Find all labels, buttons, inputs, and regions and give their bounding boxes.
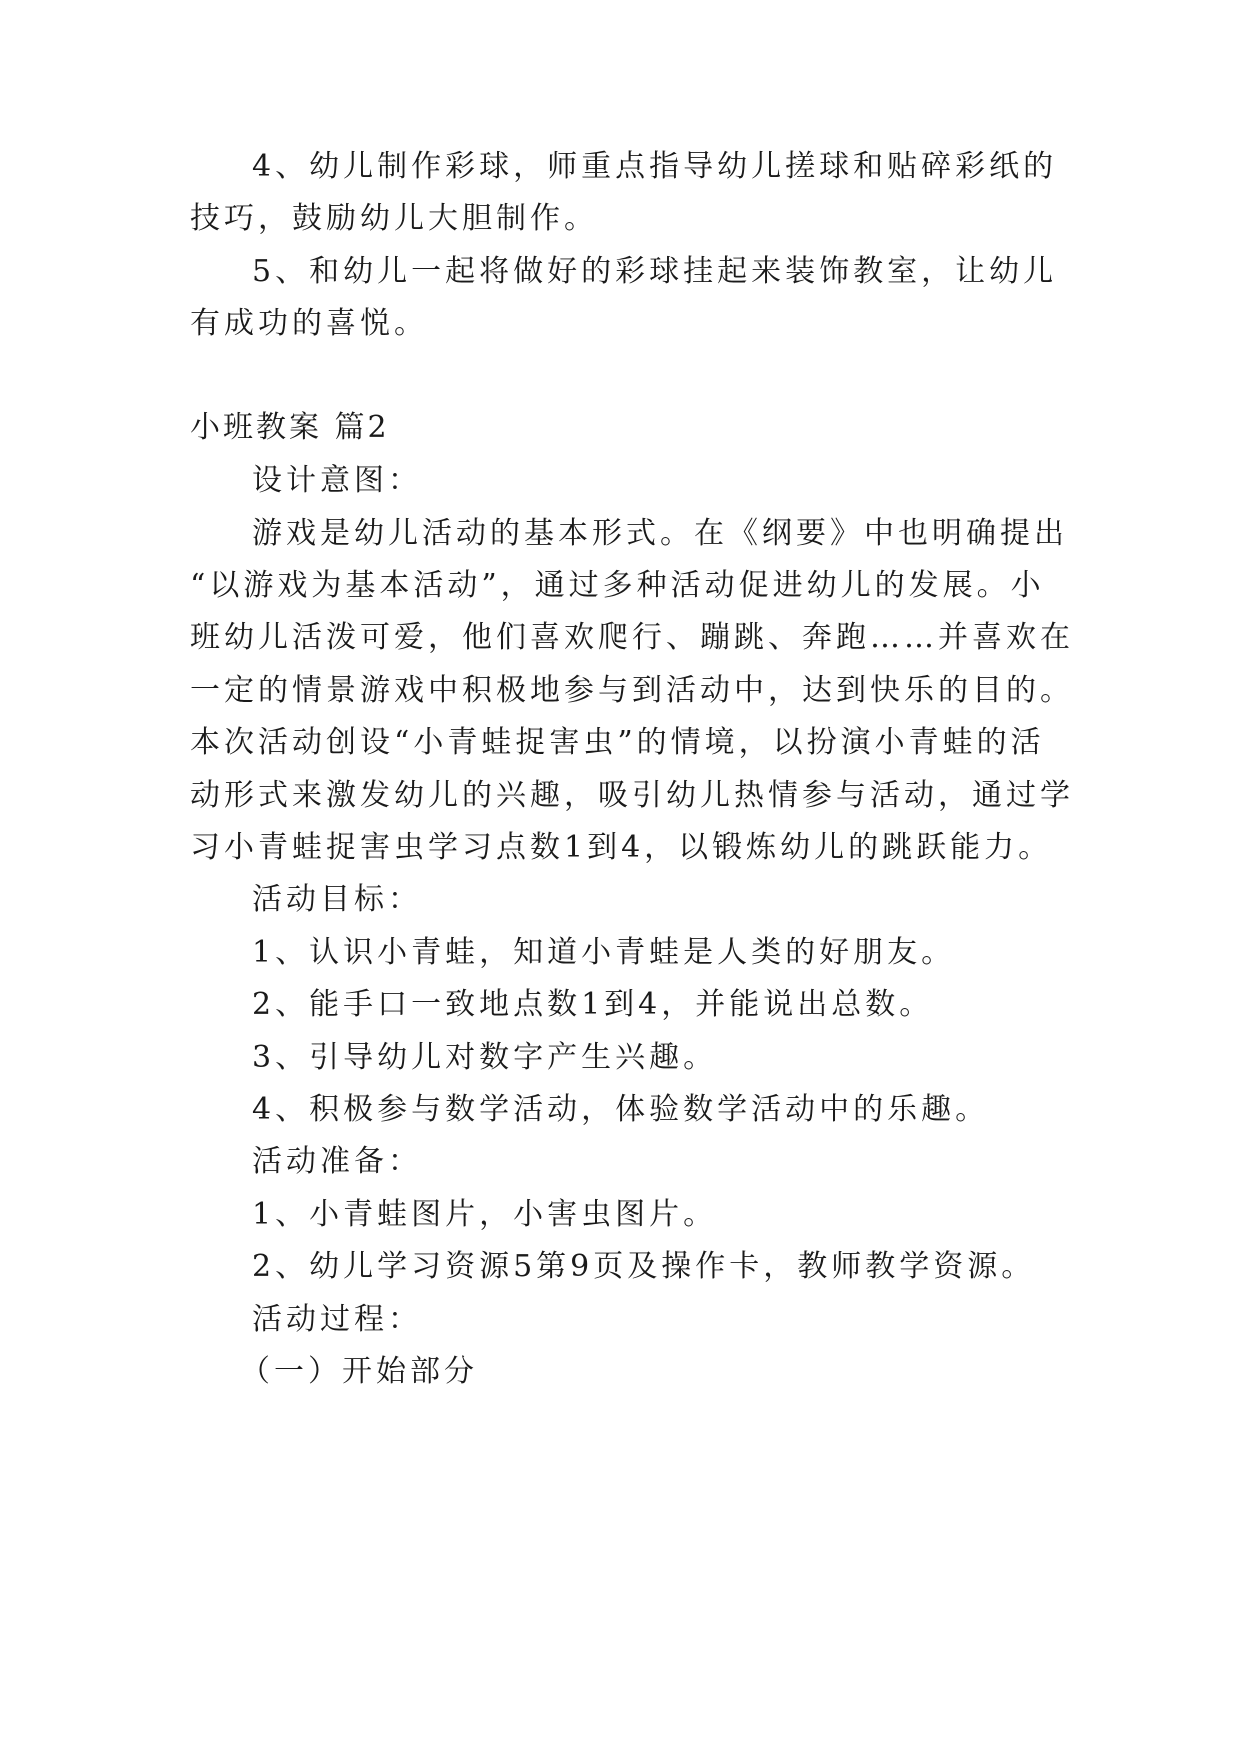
design-intent-line-6: 动形式来激发幼儿的兴趣，吸引幼儿热情参与活动，通过学	[190, 778, 1074, 813]
design-intent-line-5: 本次活动创设“小青蛙捉害虫”的情境，以扮演小青蛙的活	[190, 725, 1045, 760]
preparation-item-1: 1、小青蛙图片，小害虫图片。	[252, 1197, 718, 1232]
goal-item-2: 2、能手口一致地点数1到4，并能说出总数。	[252, 987, 934, 1022]
activity-goals-label: 活动目标：	[252, 882, 422, 917]
design-intent-line-2: “以游戏为基本活动”，通过多种活动促进幼儿的发展。小	[190, 568, 1045, 603]
design-intent-line-1: 游戏是幼儿活动的基本形式。在《纲要》中也明确提出	[252, 516, 1068, 551]
activity-process-label: 活动过程：	[252, 1302, 422, 1337]
goal-item-3: 3、引导幼儿对数字产生兴趣。	[252, 1040, 718, 1075]
design-intent-label: 设计意图：	[252, 463, 422, 498]
design-intent-line-3: 班幼儿活泼可爱，他们喜欢爬行、蹦跳、奔跑……并喜欢在	[190, 620, 1074, 655]
paragraph-step-4-line-2: 技巧，鼓励幼儿大胆制作。	[190, 201, 598, 236]
goal-item-1: 1、认识小青蛙，知道小青蛙是人类的好朋友。	[252, 935, 956, 970]
paragraph-step-5-line-1: 5、和幼儿一起将做好的彩球挂起来装饰教室，让幼儿	[252, 254, 1058, 289]
activity-preparation-label: 活动准备：	[252, 1144, 422, 1179]
section-heading: 小班教案 篇2	[190, 410, 390, 445]
paragraph-step-4-line-1: 4、幼儿制作彩球，师重点指导幼儿搓球和贴碎彩纸的	[252, 149, 1058, 184]
process-part-1-heading: （一）开始部分	[240, 1354, 478, 1389]
paragraph-step-5-line-2: 有成功的喜悦。	[190, 306, 428, 341]
design-intent-line-7: 习小青蛙捉害虫学习点数1到4，以锻炼幼儿的跳跃能力。	[190, 830, 1053, 865]
design-intent-line-4: 一定的情景游戏中积极地参与到活动中，达到快乐的目的。	[190, 673, 1074, 708]
goal-item-4: 4、积极参与数学活动，体验数学活动中的乐趣。	[252, 1092, 990, 1127]
preparation-item-2: 2、幼儿学习资源5第9页及操作卡，教师教学资源。	[252, 1249, 1036, 1284]
